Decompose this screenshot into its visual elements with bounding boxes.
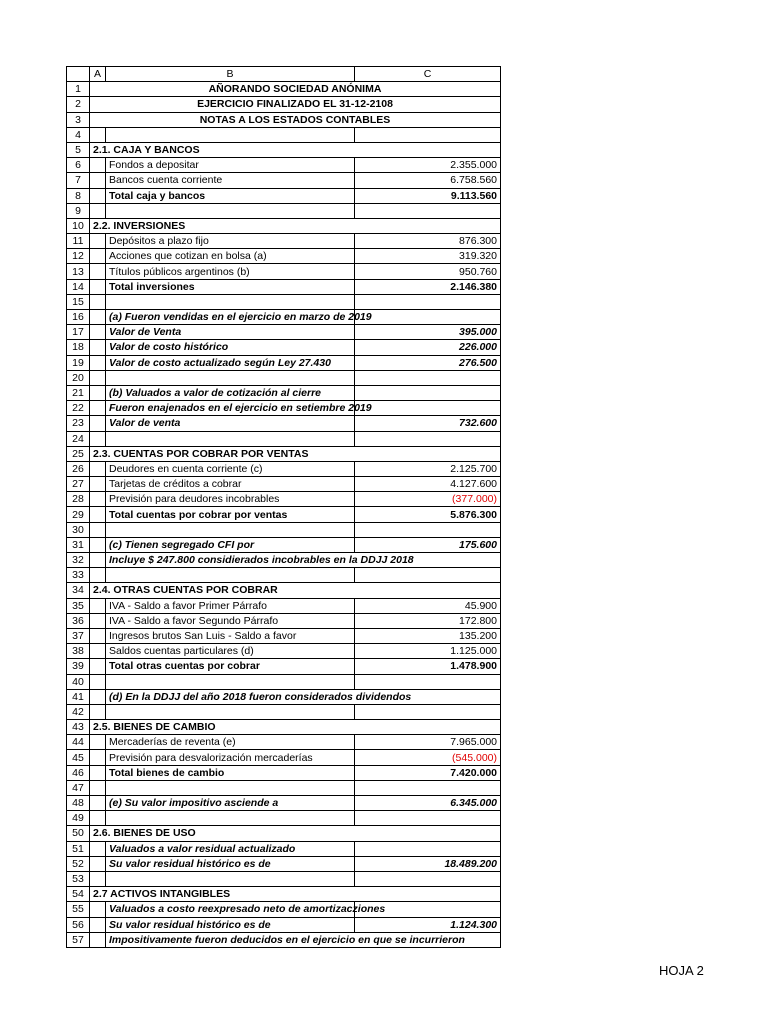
- note-cell[interactable]: (d) En la DDJJ del año 2018 fueron considerados dividendos: [106, 689, 501, 704]
- row-number[interactable]: 45: [67, 750, 90, 765]
- sheet-body: [67, 67, 501, 948]
- note-value-cell[interactable]: [355, 841, 501, 856]
- sheet-row: [67, 598, 501, 613]
- sheet-row: [67, 628, 501, 643]
- sheet-row: [67, 370, 501, 385]
- cell-c[interactable]: [355, 431, 501, 446]
- label-cell[interactable]: Saldos cuentas particulares (d): [106, 644, 355, 659]
- value-cell[interactable]: 319.320: [355, 249, 501, 264]
- sheet-row: [67, 932, 501, 947]
- sheet-row: [67, 902, 501, 917]
- value-cell[interactable]: 4.127.600: [355, 477, 501, 492]
- sheet-row: [67, 203, 501, 218]
- sheet-row: [67, 142, 501, 157]
- row-number[interactable]: 6: [67, 158, 90, 173]
- cell-b[interactable]: [106, 704, 355, 719]
- row-number[interactable]: 35: [67, 598, 90, 613]
- value-cell[interactable]: 876.300: [355, 234, 501, 249]
- row-number[interactable]: 29: [67, 507, 90, 522]
- cell-a[interactable]: [90, 796, 106, 811]
- cell-a[interactable]: [90, 310, 106, 325]
- row-number[interactable]: 43: [67, 720, 90, 735]
- cell-a[interactable]: [90, 279, 106, 294]
- sheet-row: [67, 416, 501, 431]
- row-number[interactable]: 26: [67, 461, 90, 476]
- sheet-row: [67, 385, 501, 400]
- cell-c[interactable]: [355, 780, 501, 795]
- total-label-cell[interactable]: Total otras cuentas por cobrar: [106, 659, 355, 674]
- row-number[interactable]: 31: [67, 537, 90, 552]
- cell-b[interactable]: [106, 370, 355, 385]
- row-number[interactable]: 41: [67, 689, 90, 704]
- sheet-row: [67, 492, 501, 507]
- column-header-c[interactable]: C: [355, 67, 501, 82]
- sheet-row: [67, 659, 501, 674]
- sheet-row: [67, 765, 501, 780]
- cell-a[interactable]: [90, 553, 106, 568]
- section-heading-cell[interactable]: 2.3. CUENTAS POR COBRAR POR VENTAS: [90, 446, 501, 461]
- column-header-a[interactable]: A: [90, 67, 106, 82]
- cell-a[interactable]: [90, 234, 106, 249]
- sheet-row: [67, 553, 501, 568]
- cell-a[interactable]: [90, 264, 106, 279]
- cell-a[interactable]: [90, 492, 106, 507]
- cell-a[interactable]: [90, 932, 106, 947]
- section-heading-cell[interactable]: 2.7 ACTIVOS INTANGIBLES: [90, 887, 501, 902]
- total-label-cell[interactable]: Total bienes de cambio: [106, 765, 355, 780]
- row-number[interactable]: 23: [67, 416, 90, 431]
- note-label-cell[interactable]: Valuados a valor residual actualizado: [106, 841, 355, 856]
- row-number[interactable]: 37: [67, 628, 90, 643]
- note-value-cell[interactable]: 18.489.200: [355, 856, 501, 871]
- row-number[interactable]: 7: [67, 173, 90, 188]
- cell-a[interactable]: [90, 537, 106, 552]
- row-number[interactable]: 44: [67, 735, 90, 750]
- sheet-row: [67, 279, 501, 294]
- row-number[interactable]: 30: [67, 522, 90, 537]
- value-cell[interactable]: 7.965.000: [355, 735, 501, 750]
- row-number[interactable]: 9: [67, 203, 90, 218]
- cell-b[interactable]: [106, 294, 355, 309]
- label-cell[interactable]: Mercaderías de reventa (e): [106, 735, 355, 750]
- row-number[interactable]: 52: [67, 856, 90, 871]
- sheet-row: [67, 431, 501, 446]
- row-number[interactable]: 13: [67, 264, 90, 279]
- total-label-cell[interactable]: Total inversiones: [106, 279, 355, 294]
- sheet-row: [67, 507, 501, 522]
- cell-a[interactable]: [90, 477, 106, 492]
- section-heading-cell[interactable]: 2.6. BIENES DE USO: [90, 826, 501, 841]
- cell-a[interactable]: [90, 385, 106, 400]
- row-number[interactable]: 12: [67, 249, 90, 264]
- label-cell[interactable]: Tarjetas de créditos a cobrar: [106, 477, 355, 492]
- title-row: [67, 112, 501, 127]
- sheet-row: [67, 856, 501, 871]
- sheet-row: [67, 461, 501, 476]
- sheet-row: [67, 522, 501, 537]
- note-value-cell[interactable]: 276.500: [355, 355, 501, 370]
- row-number[interactable]: 18: [67, 340, 90, 355]
- sheet-row: [67, 583, 501, 598]
- cell-a[interactable]: [90, 644, 106, 659]
- value-cell[interactable]: 45.900: [355, 598, 501, 613]
- note-value-cell[interactable]: [355, 310, 501, 325]
- sheet-row: [67, 537, 501, 552]
- note-value-cell[interactable]: [355, 401, 501, 416]
- note-value-cell[interactable]: 395.000: [355, 325, 501, 340]
- row-number[interactable]: 53: [67, 871, 90, 886]
- row-number[interactable]: 39: [67, 659, 90, 674]
- note-value-cell[interactable]: 175.600: [355, 537, 501, 552]
- cell-a[interactable]: [90, 841, 106, 856]
- row-number[interactable]: 48: [67, 796, 90, 811]
- value-cell[interactable]: 1.125.000: [355, 644, 501, 659]
- cell-c[interactable]: [355, 294, 501, 309]
- total-value-cell[interactable]: 5.876.300: [355, 507, 501, 522]
- label-cell[interactable]: Previsión para desvalorización mercaderías: [106, 750, 355, 765]
- sheet-row: [67, 917, 501, 932]
- note-label-cell[interactable]: Valor de costo actualizado según Ley 27.430: [106, 355, 355, 370]
- total-value-cell[interactable]: 7.420.000: [355, 765, 501, 780]
- row-number[interactable]: 11: [67, 234, 90, 249]
- sheet-row: [67, 720, 501, 735]
- note-label-cell[interactable]: (b) Valuados a valor de cotización al cierre: [106, 385, 355, 400]
- company-name-cell[interactable]: AÑORANDO SOCIEDAD ANÓNIMA: [90, 82, 501, 97]
- row-number[interactable]: 17: [67, 325, 90, 340]
- cell-a[interactable]: [90, 431, 106, 446]
- sheet-row: [67, 674, 501, 689]
- cell-c[interactable]: [355, 522, 501, 537]
- cell-a[interactable]: [90, 355, 106, 370]
- fiscal-year-cell[interactable]: EJERCICIO FINALIZADO EL 31-12-2108: [90, 97, 501, 112]
- row-number[interactable]: 5: [67, 142, 90, 157]
- cell-a[interactable]: [90, 628, 106, 643]
- cell-a[interactable]: [90, 917, 106, 932]
- row-number[interactable]: 46: [67, 765, 90, 780]
- cell-b[interactable]: [106, 780, 355, 795]
- cell-a[interactable]: [90, 598, 106, 613]
- column-header-row: [67, 67, 501, 82]
- label-cell[interactable]: Bancos cuenta corriente: [106, 173, 355, 188]
- cell-a[interactable]: [90, 158, 106, 173]
- cell-a[interactable]: [90, 522, 106, 537]
- sheet-row: [67, 188, 501, 203]
- row-number[interactable]: 36: [67, 613, 90, 628]
- value-cell[interactable]: 172.800: [355, 613, 501, 628]
- row-number[interactable]: 56: [67, 917, 90, 932]
- sheet-row: [67, 704, 501, 719]
- cell-a[interactable]: [90, 659, 106, 674]
- row-number[interactable]: 27: [67, 477, 90, 492]
- cell-a[interactable]: [90, 294, 106, 309]
- cell-b[interactable]: [106, 127, 355, 142]
- cell-c[interactable]: [355, 127, 501, 142]
- row-number[interactable]: 55: [67, 902, 90, 917]
- row-number[interactable]: 20: [67, 370, 90, 385]
- row-number[interactable]: 15: [67, 294, 90, 309]
- cell-c[interactable]: [355, 674, 501, 689]
- cell-b[interactable]: [106, 568, 355, 583]
- sheet-row: [67, 234, 501, 249]
- note-value-cell[interactable]: 1.124.300: [355, 917, 501, 932]
- cell-a[interactable]: [90, 127, 106, 142]
- row-number[interactable]: 51: [67, 841, 90, 856]
- sheet-row: [67, 887, 501, 902]
- sheet-row: [67, 340, 501, 355]
- label-cell[interactable]: Ingresos brutos San Luis - Saldo a favor: [106, 628, 355, 643]
- sheet-row: [67, 401, 501, 416]
- cell-a[interactable]: [90, 370, 106, 385]
- total-label-cell[interactable]: Total cuentas por cobrar por ventas: [106, 507, 355, 522]
- cell-a[interactable]: [90, 340, 106, 355]
- cell-a[interactable]: [90, 416, 106, 431]
- note-label-cell[interactable]: Fueron enajenados en el ejercicio en setiembre 2019: [106, 401, 355, 416]
- row-number[interactable]: 33: [67, 568, 90, 583]
- label-cell[interactable]: IVA - Saldo a favor Primer Párrafo: [106, 598, 355, 613]
- cell-b[interactable]: [106, 431, 355, 446]
- title-row: [67, 82, 501, 97]
- row-number[interactable]: 4: [67, 127, 90, 142]
- corner-cell: [67, 67, 90, 82]
- cell-a[interactable]: [90, 856, 106, 871]
- sheet-row: [67, 310, 501, 325]
- note-label-cell[interactable]: Valor de Venta: [106, 325, 355, 340]
- note-value-cell[interactable]: [355, 385, 501, 400]
- title-row: [67, 97, 501, 112]
- row-number[interactable]: 57: [67, 932, 90, 947]
- cell-a[interactable]: [90, 613, 106, 628]
- cell-b[interactable]: [106, 203, 355, 218]
- row-number[interactable]: 14: [67, 279, 90, 294]
- sheet-row: [67, 158, 501, 173]
- label-cell[interactable]: IVA - Saldo a favor Segundo Párrafo: [106, 613, 355, 628]
- sheet-row: [67, 249, 501, 264]
- row-number[interactable]: 42: [67, 704, 90, 719]
- cell-a[interactable]: [90, 750, 106, 765]
- note-label-cell[interactable]: (e) Su valor impositivo asciende a: [106, 796, 355, 811]
- cell-c[interactable]: [355, 568, 501, 583]
- cell-c[interactable]: [355, 203, 501, 218]
- cell-a[interactable]: [90, 735, 106, 750]
- sheet-row: [67, 644, 501, 659]
- row-number[interactable]: 10: [67, 218, 90, 233]
- sheet-row: [67, 796, 501, 811]
- row-number[interactable]: 28: [67, 492, 90, 507]
- cell-a[interactable]: [90, 902, 106, 917]
- sheet-row: [67, 811, 501, 826]
- sheet-row: [67, 841, 501, 856]
- value-cell[interactable]: 950.760: [355, 264, 501, 279]
- cell-a[interactable]: [90, 461, 106, 476]
- cell-a[interactable]: [90, 689, 106, 704]
- row-number[interactable]: 21: [67, 385, 90, 400]
- sheet-row: [67, 780, 501, 795]
- section-heading-cell[interactable]: 2.1. CAJA Y BANCOS: [90, 142, 501, 157]
- cell-b[interactable]: [106, 674, 355, 689]
- cell-a[interactable]: [90, 568, 106, 583]
- row-number[interactable]: 34: [67, 583, 90, 598]
- sheet-row: [67, 613, 501, 628]
- row-number[interactable]: 24: [67, 431, 90, 446]
- cell-a[interactable]: [90, 507, 106, 522]
- sheet-row: [67, 871, 501, 886]
- sheet-row: [67, 826, 501, 841]
- notes-title-cell[interactable]: NOTAS A LOS ESTADOS CONTABLES: [90, 112, 501, 127]
- note-label-cell[interactable]: (c) Tienen segregado CFI por: [106, 537, 355, 552]
- sheet-row: [67, 735, 501, 750]
- note-label-cell[interactable]: Valor de venta: [106, 416, 355, 431]
- cell-b[interactable]: [106, 811, 355, 826]
- note-value-cell[interactable]: 226.000: [355, 340, 501, 355]
- value-cell[interactable]: 2.125.700: [355, 461, 501, 476]
- cell-a[interactable]: [90, 811, 106, 826]
- cell-a[interactable]: [90, 325, 106, 340]
- cell-a[interactable]: [90, 188, 106, 203]
- cell-c[interactable]: [355, 704, 501, 719]
- label-cell[interactable]: Previsión para deudores incobrables: [106, 492, 355, 507]
- cell-a[interactable]: [90, 780, 106, 795]
- note-cell[interactable]: Impositivamente fueron deducidos en el ejercicio en que se incurrieron: [106, 932, 501, 947]
- row-number[interactable]: 1: [67, 82, 90, 97]
- cell-a[interactable]: [90, 249, 106, 264]
- note-label-cell[interactable]: Valuados a costo reexpresado neto de amortizacziones: [106, 902, 355, 917]
- label-cell[interactable]: Títulos públicos argentinos (b): [106, 264, 355, 279]
- cell-c[interactable]: [355, 370, 501, 385]
- row-number[interactable]: 40: [67, 674, 90, 689]
- note-value-cell[interactable]: 6.345.000: [355, 796, 501, 811]
- page-label: HOJA 2: [659, 963, 704, 978]
- sheet-row: [67, 750, 501, 765]
- row-number[interactable]: 16: [67, 310, 90, 325]
- row-number[interactable]: 2: [67, 97, 90, 112]
- note-label-cell[interactable]: Valor de costo histórico: [106, 340, 355, 355]
- section-heading-cell[interactable]: 2.5. BIENES DE CAMBIO: [90, 720, 501, 735]
- row-number[interactable]: 50: [67, 826, 90, 841]
- row-number[interactable]: 22: [67, 401, 90, 416]
- sheet-row: [67, 325, 501, 340]
- sheet-row: [67, 689, 501, 704]
- cell-b[interactable]: [106, 522, 355, 537]
- sheet-row: [67, 294, 501, 309]
- note-label-cell[interactable]: (a) Fueron vendidas en el ejercicio en marzo de 2019: [106, 310, 355, 325]
- note-cell[interactable]: Incluye $ 247.800 considierados incobrables en la DDJJ 2018: [106, 553, 501, 568]
- value-cell[interactable]: 135.200: [355, 628, 501, 643]
- section-heading-cell[interactable]: 2.2. INVERSIONES: [90, 218, 501, 233]
- total-value-cell[interactable]: 9.113.560: [355, 188, 501, 203]
- row-number[interactable]: 8: [67, 188, 90, 203]
- cell-a[interactable]: [90, 704, 106, 719]
- value-cell[interactable]: 6.758.560: [355, 173, 501, 188]
- cell-a[interactable]: [90, 401, 106, 416]
- cell-b[interactable]: [106, 871, 355, 886]
- row-number[interactable]: 32: [67, 553, 90, 568]
- negative-value-cell[interactable]: (377.000): [355, 492, 501, 507]
- row-number[interactable]: 3: [67, 112, 90, 127]
- sheet-row: [67, 264, 501, 279]
- label-cell[interactable]: Deudores en cuenta corriente (c): [106, 461, 355, 476]
- sheet-row: [67, 477, 501, 492]
- sheet-row: [67, 218, 501, 233]
- label-cell[interactable]: Fondos a depositar: [106, 158, 355, 173]
- label-cell[interactable]: Acciones que cotizan en bolsa (a): [106, 249, 355, 264]
- row-number[interactable]: 54: [67, 887, 90, 902]
- negative-value-cell[interactable]: (545.000): [355, 750, 501, 765]
- row-number[interactable]: 49: [67, 811, 90, 826]
- column-header-b[interactable]: B: [106, 67, 355, 82]
- label-cell[interactable]: Depósitos a plazo fijo: [106, 234, 355, 249]
- total-label-cell[interactable]: Total caja y bancos: [106, 188, 355, 203]
- cell-c[interactable]: [355, 811, 501, 826]
- note-value-cell[interactable]: 732.600: [355, 416, 501, 431]
- cell-a[interactable]: [90, 173, 106, 188]
- cell-a[interactable]: [90, 674, 106, 689]
- sheet-row: [67, 568, 501, 583]
- cell-c[interactable]: [355, 871, 501, 886]
- cell-a[interactable]: [90, 203, 106, 218]
- cell-a[interactable]: [90, 765, 106, 780]
- row-number[interactable]: 38: [67, 644, 90, 659]
- row-number[interactable]: 47: [67, 780, 90, 795]
- value-cell[interactable]: 2.355.000: [355, 158, 501, 173]
- sheet-row: [67, 446, 501, 461]
- cell-a[interactable]: [90, 871, 106, 886]
- spreadsheet: [66, 66, 501, 948]
- note-label-cell[interactable]: Su valor residual histórico es de: [106, 856, 355, 871]
- sheet-row: [67, 173, 501, 188]
- row-number[interactable]: 19: [67, 355, 90, 370]
- section-heading-cell[interactable]: 2.4. OTRAS CUENTAS POR COBRAR: [90, 583, 501, 598]
- row-number[interactable]: 25: [67, 446, 90, 461]
- total-value-cell[interactable]: 1.478.900: [355, 659, 501, 674]
- sheet-row: [67, 127, 501, 142]
- note-label-cell[interactable]: Su valor residual histórico es de: [106, 917, 355, 932]
- sheet-row: [67, 355, 501, 370]
- total-value-cell[interactable]: 2.146.380: [355, 279, 501, 294]
